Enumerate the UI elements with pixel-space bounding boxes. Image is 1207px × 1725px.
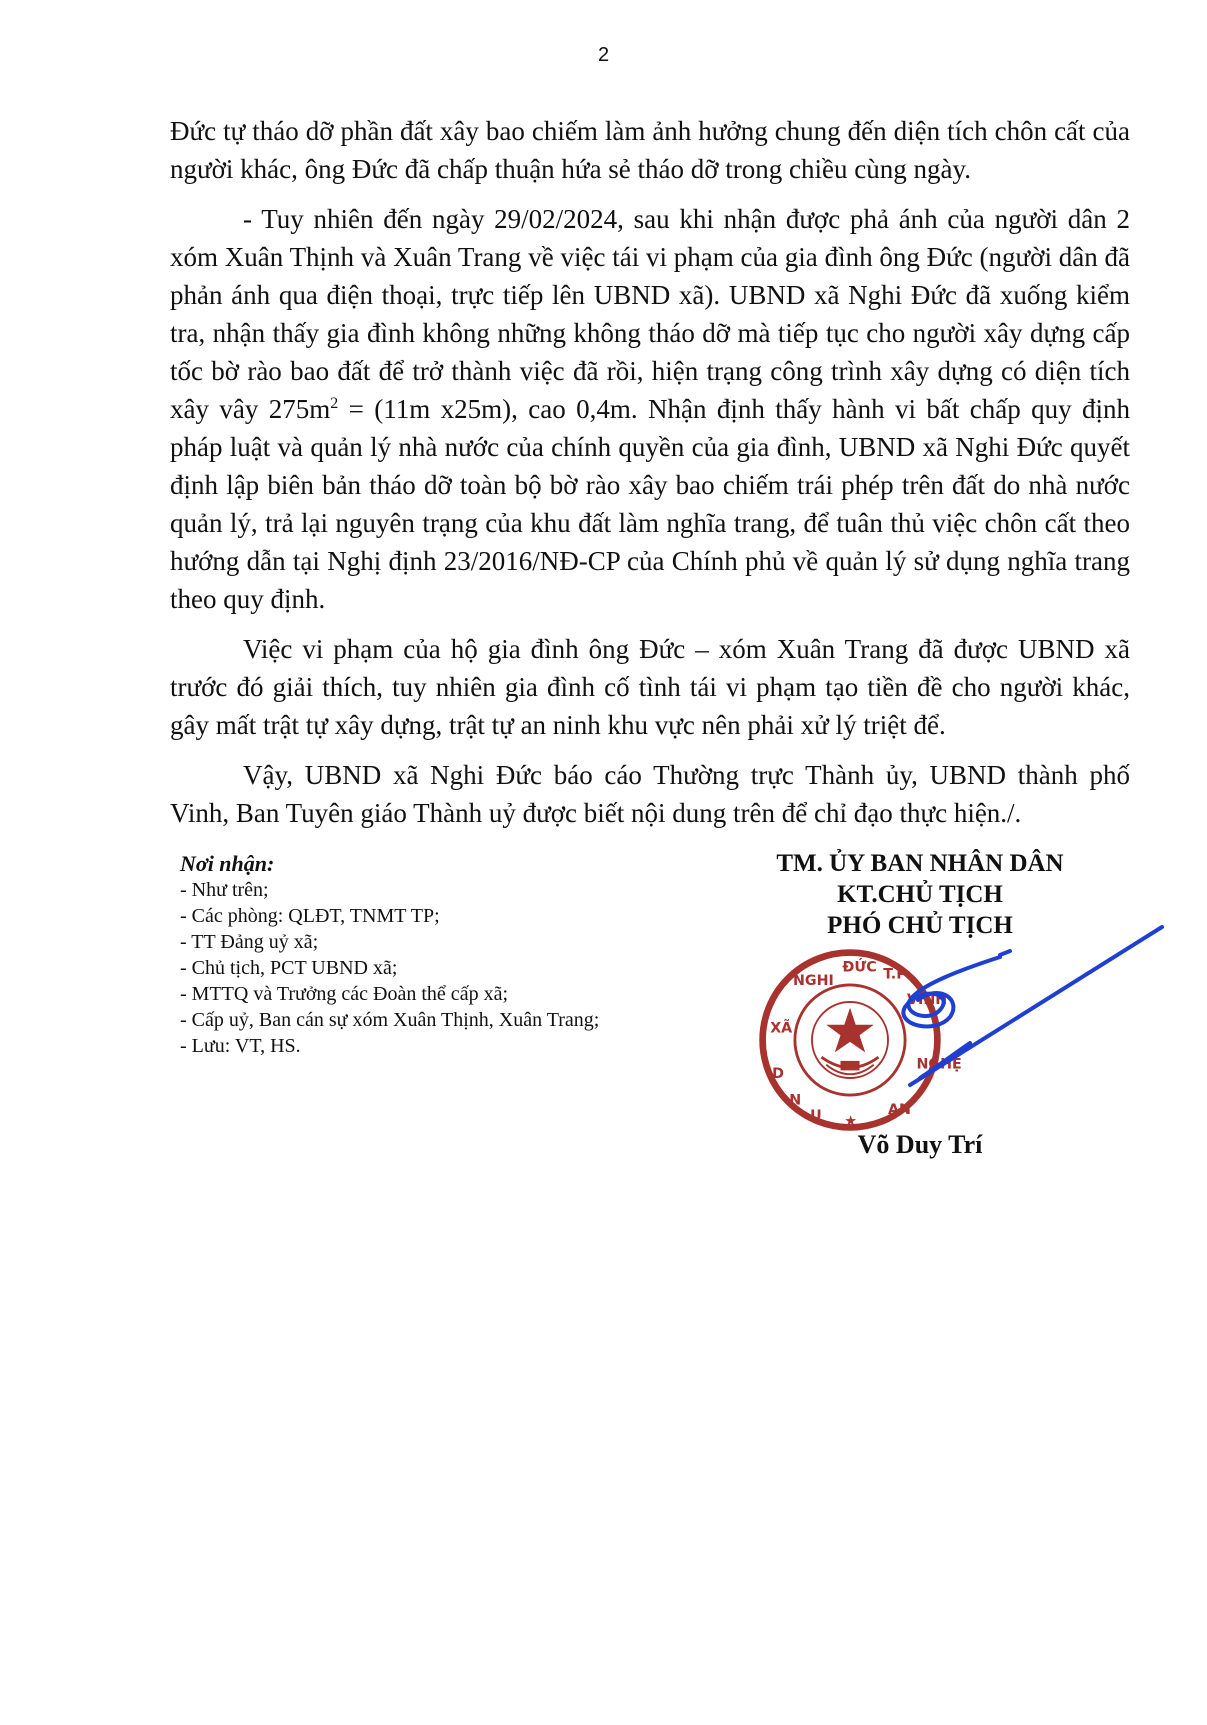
- paragraph-2-part-2: = (11m x25m), cao 0,4m. Nhận định thấy hành vi bất chấp quy định pháp luật và quản lý nhà nước của chính quyền của gia đình, UBND xã Nghi Đức quyết định lập biên bản tháo dỡ toàn bộ bờ rào xây bao chiếm trái phép trên đất do nhà nước quản lý, trả lại nguyên trạng của khu đất làm nghĩa trang, để tuân thủ việc chôn cất theo hướng dẫn tại Nghị định 23/2016/NĐ-CP của Chính phủ về quản lý sử dụng nghĩa trang theo quy định.: [170, 394, 1130, 614]
- svg-text:N: N: [789, 1092, 802, 1109]
- recipient-item: - Các phòng: QLĐT, TNMT TP;: [180, 905, 440, 927]
- recipient-item: - TT Đảng uỷ xã;: [180, 931, 319, 953]
- signature-title-line-1: TM. ỦY BAN NHÂN DÂN: [776, 850, 1064, 877]
- paragraph-4: Vậy, UBND xã Nghi Đức báo cáo Thường trực Thành ủy, UBND thành phố Vinh, Ban Tuyên giáo Thành uỷ được biết nội dung trên để chỉ đạo thực hiện./.: [170, 760, 1130, 828]
- document-body: [170, 112, 1130, 844]
- paragraph-3: Việc vi phạm của hộ gia đình ông Đức – xóm Xuân Trang đã được UBND xã trước đó giải thích, tuy nhiên gia đình cố tình tái vi phạm tạo tiền đề cho người khác, gây mất trật tự xây dựng, trật tự an ninh khu vực nên phải xử lý triệt để.: [170, 634, 1130, 740]
- svg-text:T.P: T.P: [883, 966, 907, 983]
- signature-title-line-2: KT.CHỦ TỊCH: [837, 881, 1003, 908]
- recipient-item: - Lưu: VT, HS.: [180, 1035, 301, 1057]
- handwritten-signature-icon: [880, 915, 1170, 1105]
- paragraph-2: [170, 200, 1130, 618]
- svg-text:U: U: [810, 1107, 822, 1124]
- paragraph-2-part-1: - Tuy nhiên đến ngày 29/02/2024, sau khi nhận được phả ánh của người dân 2 xóm Xuân Thịnh và Xuân Trang về việc tái vi phạm của gia đình ông Đức (người dân đã phản ánh qua điện thoại, trực tiếp lên UBND xã). UBND xã Nghi Đức đã xuống kiểm tra, nhận thấy gia đình không những không tháo dỡ mà tiếp tục cho người xây dựng cấp tốc bờ rào bao đất để trở thành việc đã rồi, hiện trạng công trình xây dựng có diện tích xây vây 275m: [170, 204, 1130, 424]
- recipient-item: - Như trên;: [180, 879, 269, 901]
- recipient-item: - Chủ tịch, PCT UBND xã;: [180, 957, 398, 979]
- svg-text:AN: AN: [888, 1102, 911, 1119]
- svg-text:VINH: VINH: [907, 991, 948, 1008]
- paragraph-1: Đức tự tháo dỡ phần đất xây bao chiếm làm ảnh hưởng chung đến diện tích chôn cất của người khác, ông Đức đã chấp thuận hứa sẻ tháo dỡ trong chiều cùng ngày.: [170, 116, 1130, 184]
- square-meter-superscript: 2: [330, 395, 339, 412]
- signature-title-line-3: PHÓ CHỦ TỊCH: [827, 912, 1013, 939]
- svg-text:D: D: [772, 1066, 784, 1082]
- recipients-block: [180, 851, 700, 1059]
- recipient-item: - MTTQ và Trưởng các Đoàn thể cấp xã;: [180, 983, 508, 1005]
- svg-text:XÃ: XÃ: [770, 1020, 793, 1037]
- recipient-item: - Cấp uỷ, Ban cán sự xóm Xuân Thịnh, Xuân Trang;: [180, 1009, 600, 1031]
- svg-text:NGHỆ: NGHỆ: [916, 1056, 962, 1073]
- recipients-title: Nơi nhận:: [180, 851, 275, 876]
- svg-text:NGHI: NGHI: [793, 972, 834, 989]
- page-number: 2: [597, 44, 610, 66]
- recipients-list: [180, 877, 700, 1059]
- signer-name: Võ Duy Trí: [857, 1130, 983, 1159]
- svg-text:ĐỨC: ĐỨC: [842, 959, 877, 976]
- svg-text:★: ★: [844, 1113, 858, 1130]
